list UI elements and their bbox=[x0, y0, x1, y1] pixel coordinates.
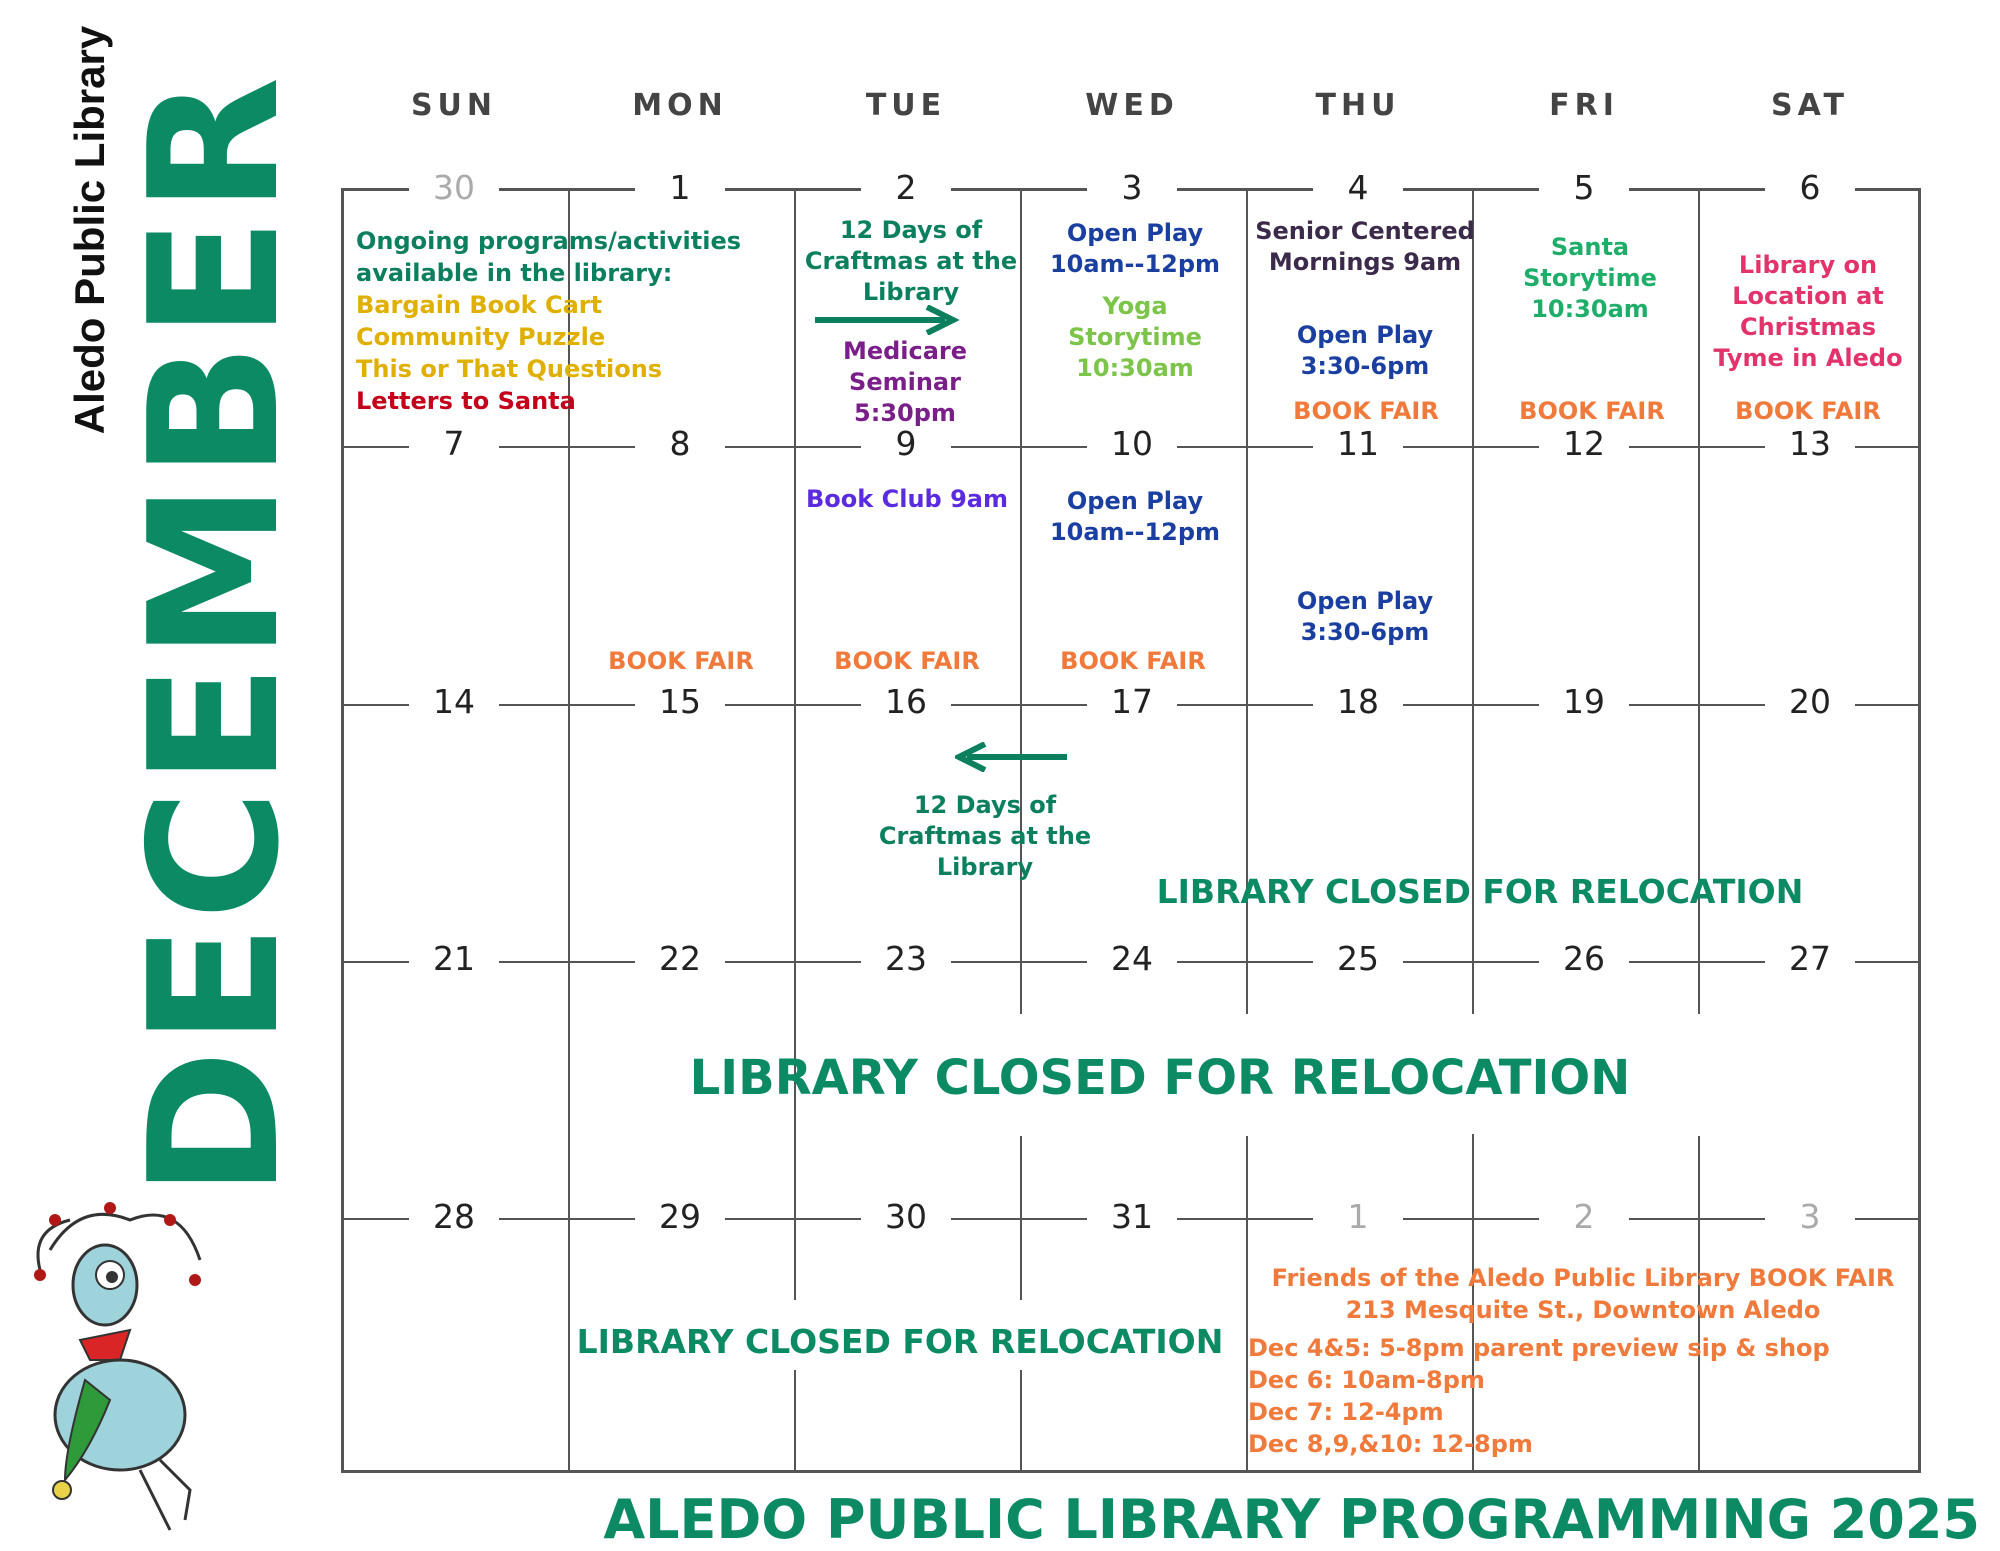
day-number: 25 bbox=[1313, 939, 1403, 979]
weekday-sat: SAT bbox=[1771, 88, 1849, 123]
friends-schedule-item: Dec 7: 12-4pm bbox=[1248, 1398, 1444, 1426]
day-number: 31 bbox=[1087, 1197, 1177, 1237]
day-number: 22 bbox=[635, 939, 725, 979]
book-club-event: Book Club 9am bbox=[806, 485, 1008, 513]
book-fair-label: BOOK FAIR bbox=[1060, 647, 1206, 675]
day-number: 1 bbox=[635, 168, 725, 208]
weekday-mon: MON bbox=[632, 88, 728, 123]
day-number: 6 bbox=[1765, 168, 1855, 208]
ongoing-item: This or That Questions bbox=[356, 355, 663, 383]
day-number: 3 bbox=[1765, 1197, 1855, 1237]
day-number: 5 bbox=[1539, 168, 1629, 208]
open-play-event: Open Play 10am--12pm bbox=[1049, 219, 1221, 278]
friends-address: 213 Mesquite St., Downtown Aledo bbox=[1345, 1296, 1821, 1324]
pigeon-elf-illustration bbox=[10, 1190, 250, 1540]
closed-banner: LIBRARY CLOSED FOR RELOCATION bbox=[576, 1322, 1224, 1361]
weekday-fri: FRI bbox=[1549, 88, 1619, 123]
yoga-storytime-event: Yoga Storytime 10:30am bbox=[1068, 292, 1202, 382]
friends-schedule-item: Dec 8,9,&10: 12-8pm bbox=[1248, 1430, 1533, 1458]
month-title: DECEMBER bbox=[111, 72, 318, 1198]
library-name-vertical: Aledo Public Library bbox=[66, 25, 113, 435]
friends-schedule-item: Dec 6: 10am-8pm bbox=[1248, 1366, 1485, 1394]
day-number: 9 bbox=[861, 424, 951, 464]
ongoing-item: Bargain Book Cart bbox=[356, 291, 603, 319]
footer-title: ALEDO PUBLIC LIBRARY PROGRAMMING 2025 bbox=[603, 1488, 1980, 1551]
ongoing-title: Ongoing programs/activities available in the library: bbox=[356, 227, 742, 287]
day-number: 18 bbox=[1313, 682, 1403, 722]
library-on-location-event: Library on Location at Christmas Tyme in Aledo bbox=[1713, 251, 1903, 372]
book-fair-label: BOOK FAIR bbox=[608, 647, 754, 675]
day-number: 24 bbox=[1087, 939, 1177, 979]
day-number: 30 bbox=[861, 1197, 951, 1237]
day-number: 29 bbox=[635, 1197, 725, 1237]
day-number: 8 bbox=[635, 424, 725, 464]
friends-book-fair-info bbox=[1248, 1262, 1918, 1460]
santa-storytime-event: Santa Storytime 10:30am bbox=[1523, 233, 1657, 323]
weekday-sun: SUN bbox=[410, 88, 498, 123]
day-number: 1 bbox=[1313, 1197, 1403, 1237]
book-fair-label: BOOK FAIR bbox=[1735, 397, 1881, 425]
book-fair-label: BOOK FAIR bbox=[834, 647, 980, 675]
weekday-tue: TUE bbox=[865, 88, 947, 123]
book-fair-label: BOOK FAIR bbox=[1519, 397, 1665, 425]
weekday-thu: THU bbox=[1315, 88, 1401, 123]
friends-schedule-item: Dec 4&5: 5-8pm parent preview sip & shop bbox=[1248, 1334, 1830, 1362]
arrow-right-icon bbox=[815, 305, 965, 335]
day-number: 27 bbox=[1765, 939, 1855, 979]
day-number: 13 bbox=[1765, 424, 1855, 464]
senior-mornings-event: Senior Centered Mornings 9am bbox=[1255, 217, 1475, 276]
day-number: 2 bbox=[861, 168, 951, 208]
day-number: 16 bbox=[861, 682, 951, 722]
day-number: 17 bbox=[1087, 682, 1177, 722]
medicare-seminar-event: Medicare Seminar 5:30pm bbox=[842, 337, 968, 427]
day-number: 30 bbox=[409, 168, 499, 208]
arrow-left-icon bbox=[955, 742, 1070, 772]
open-play-event: Open Play 3:30-6pm bbox=[1296, 587, 1434, 646]
friends-title: Friends of the Aledo Public Library BOOK FAIR bbox=[1271, 1264, 1895, 1292]
open-play-event: Open Play 3:30-6pm bbox=[1296, 321, 1434, 380]
closed-banner: LIBRARY CLOSED FOR RELOCATION bbox=[689, 1050, 1631, 1106]
day-number: 2 bbox=[1539, 1197, 1629, 1237]
day-number: 19 bbox=[1539, 682, 1629, 722]
day-number: 3 bbox=[1087, 168, 1177, 208]
day-number: 15 bbox=[635, 682, 725, 722]
weekday-wed: WED bbox=[1085, 88, 1179, 123]
day-number: 23 bbox=[861, 939, 951, 979]
day-number: 12 bbox=[1539, 424, 1629, 464]
ongoing-programs bbox=[356, 225, 796, 417]
craftmas-end-event: 12 Days of Craftmas at the Library bbox=[878, 791, 1092, 881]
book-fair-label: BOOK FAIR bbox=[1293, 397, 1439, 425]
day-number: 20 bbox=[1765, 682, 1855, 722]
day-number: 14 bbox=[409, 682, 499, 722]
day-number: 28 bbox=[409, 1197, 499, 1237]
day-number: 10 bbox=[1087, 424, 1177, 464]
day-number: 11 bbox=[1313, 424, 1403, 464]
closed-banner: LIBRARY CLOSED FOR RELOCATION bbox=[1156, 872, 1804, 911]
day-number: 26 bbox=[1539, 939, 1629, 979]
ongoing-item: Community Puzzle bbox=[356, 323, 606, 351]
open-play-event: Open Play 10am--12pm bbox=[1049, 487, 1221, 546]
day-number: 4 bbox=[1313, 168, 1403, 208]
craftmas-start-event: 12 Days of Craftmas at the Library bbox=[804, 216, 1018, 306]
ongoing-item-letters: Letters to Santa bbox=[356, 387, 576, 415]
day-number: 7 bbox=[409, 424, 499, 464]
day-number: 21 bbox=[409, 939, 499, 979]
